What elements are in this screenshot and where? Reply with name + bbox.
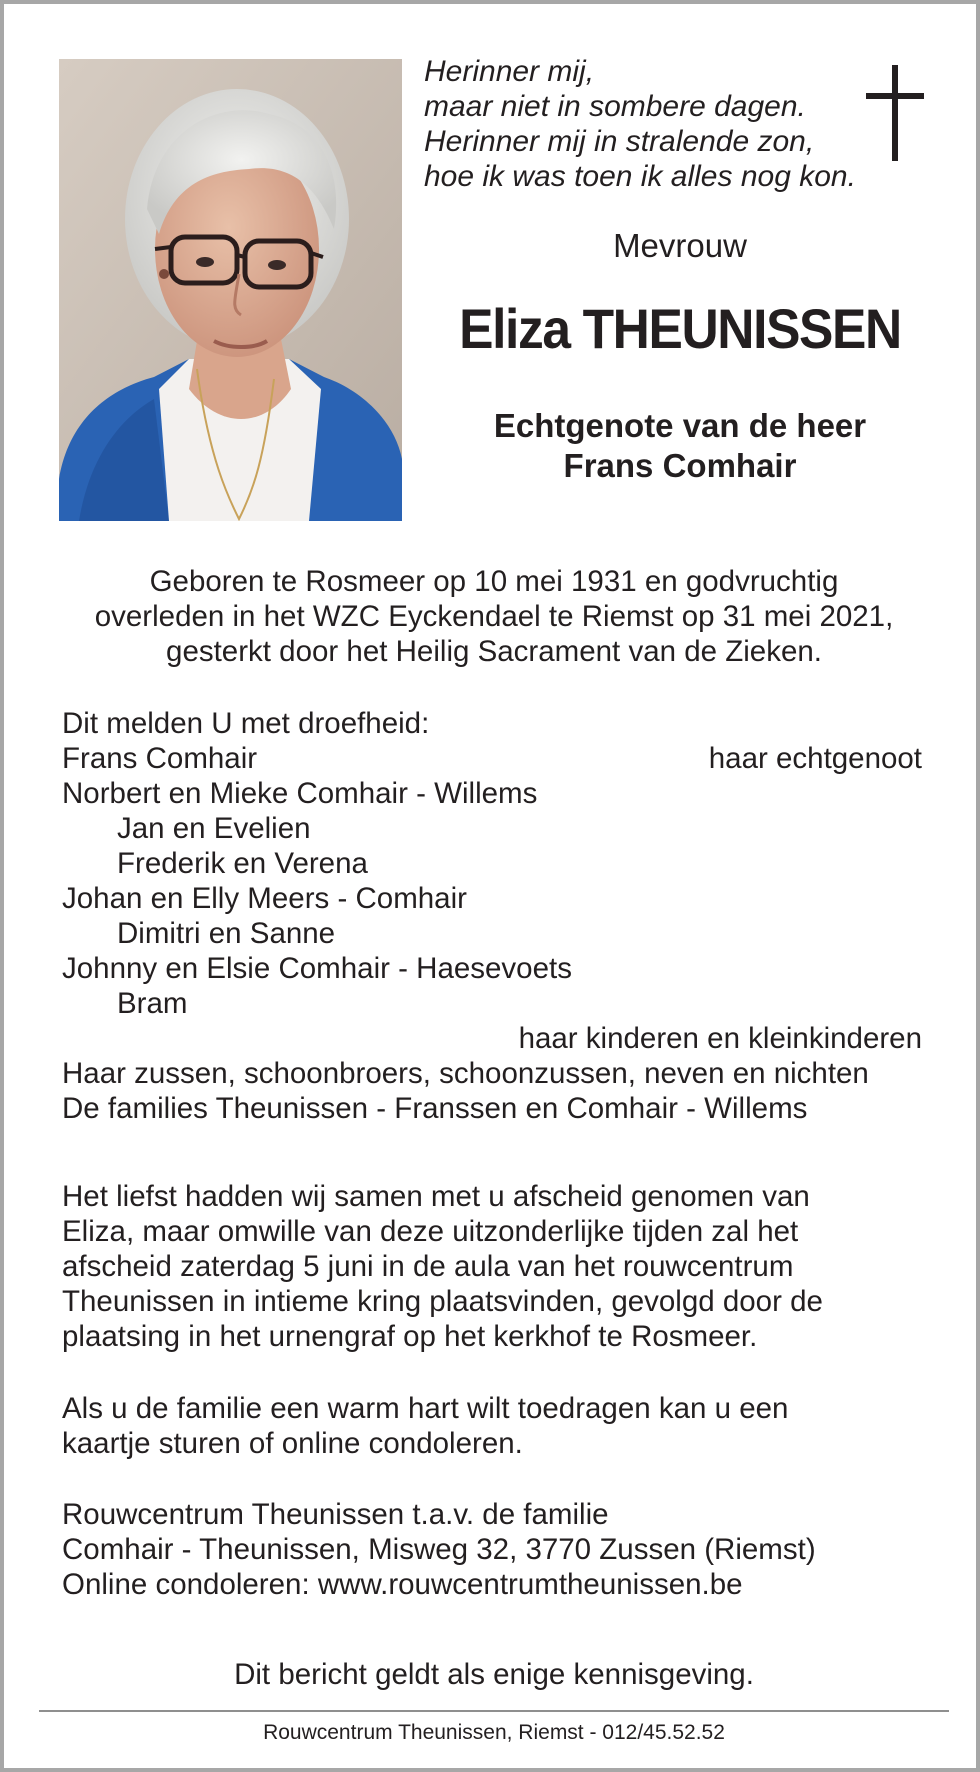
family-row xyxy=(62,951,922,986)
spouse-line: Frans Comhair xyxy=(563,447,797,484)
family-name: Bram xyxy=(117,987,188,1020)
family-row xyxy=(62,986,922,1021)
family-row xyxy=(62,741,922,776)
family-row xyxy=(62,811,922,846)
family-row xyxy=(62,1056,922,1091)
condolence-line: kaartje sturen of online condoleren. xyxy=(62,1427,523,1460)
birth-line: gesterkt door het Heilig Sacrament van de Zieken. xyxy=(166,635,822,668)
poem-line: hoe ik was toen ik alles nog kon. xyxy=(424,160,856,193)
family-relation: haar echtgenoot xyxy=(708,742,922,775)
birth-line: Geboren te Rosmeer op 10 mei 1931 en godvruchtig xyxy=(149,565,839,598)
family-name: Johan en Elly Meers - Comhair xyxy=(62,882,467,915)
portrait-photo xyxy=(59,59,402,521)
family-name: Jan en Evelien xyxy=(117,812,311,845)
family-name: Dimitri en Sanne xyxy=(117,917,336,950)
family-name: Haar zussen, schoonbroers, schoonzussen, neven en nichten xyxy=(62,1057,869,1090)
poem-line: maar niet in sombere dagen. xyxy=(424,90,806,123)
farewell-line: Eliza, maar omwille van deze uitzonderlijke tijden zal het xyxy=(62,1215,799,1248)
address-line: Rouwcentrum Theunissen t.a.v. de familie xyxy=(62,1498,609,1531)
deceased-name: Eliza THEUNISSEN xyxy=(459,297,901,360)
footer-text: Rouwcentrum Theunissen, Riemst - 012/45.52.52 xyxy=(263,1721,725,1744)
family-row xyxy=(62,916,922,951)
spouse-line: Echtgenote van de heer xyxy=(493,407,867,444)
address-line: Comhair - Theunissen, Misweg 32, 3770 Zussen (Riemst) xyxy=(62,1533,816,1566)
footer-divider xyxy=(39,1710,949,1712)
condolence-paragraph xyxy=(62,1391,932,1461)
farewell-paragraph xyxy=(62,1179,932,1354)
birth-line: overleden in het WZC Eyckendael te Riemst op 31 mei 2021, xyxy=(94,600,894,633)
poem-line: Herinner mij, xyxy=(424,55,595,88)
family-name: Johnny en Elsie Comhair - Haesevoets xyxy=(62,952,572,985)
poem-line: Herinner mij in stralende zon, xyxy=(424,125,815,158)
family-row xyxy=(62,1091,922,1126)
family-row xyxy=(62,881,922,916)
family-row xyxy=(62,1021,922,1056)
spouse-info xyxy=(424,406,936,486)
family-name: Frans Comhair xyxy=(62,742,258,775)
family-name: Norbert en Mieke Comhair - Willems xyxy=(62,777,538,810)
family-name: De families Theunissen - Franssen en Comhair - Willems xyxy=(62,1092,808,1125)
condolence-line: Als u de familie een warm hart wilt toedragen kan u een xyxy=(62,1392,789,1425)
family-list xyxy=(62,706,922,1126)
family-intro xyxy=(62,706,922,741)
address-line: Online condoleren: www.rouwcentrumtheunissen.be xyxy=(62,1568,743,1601)
cross-icon xyxy=(866,65,924,161)
farewell-line: afscheid zaterdag 5 juni in de aula van het rouwcentrum xyxy=(62,1250,794,1283)
family-row xyxy=(62,846,922,881)
farewell-line: Het liefst hadden wij samen met u afscheid genomen van xyxy=(62,1180,810,1213)
salutation: Mevrouw xyxy=(613,227,747,264)
family-relation: haar kinderen en kleinkinderen xyxy=(518,1022,922,1055)
farewell-line: plaatsing in het urnengraf op het kerkhof te Rosmeer. xyxy=(62,1320,758,1353)
farewell-line: Theunissen in intieme kring plaatsvinden, gevolgd door de xyxy=(62,1285,823,1318)
address-block xyxy=(62,1497,932,1602)
notice-text: Dit bericht geldt als enige kennisgeving. xyxy=(234,1658,754,1691)
poem xyxy=(424,54,856,194)
family-name: Frederik en Verena xyxy=(117,847,368,880)
family-intro-text: Dit melden U met droefheid: xyxy=(62,707,430,740)
birth-death-info xyxy=(44,564,944,669)
family-row xyxy=(62,776,922,811)
